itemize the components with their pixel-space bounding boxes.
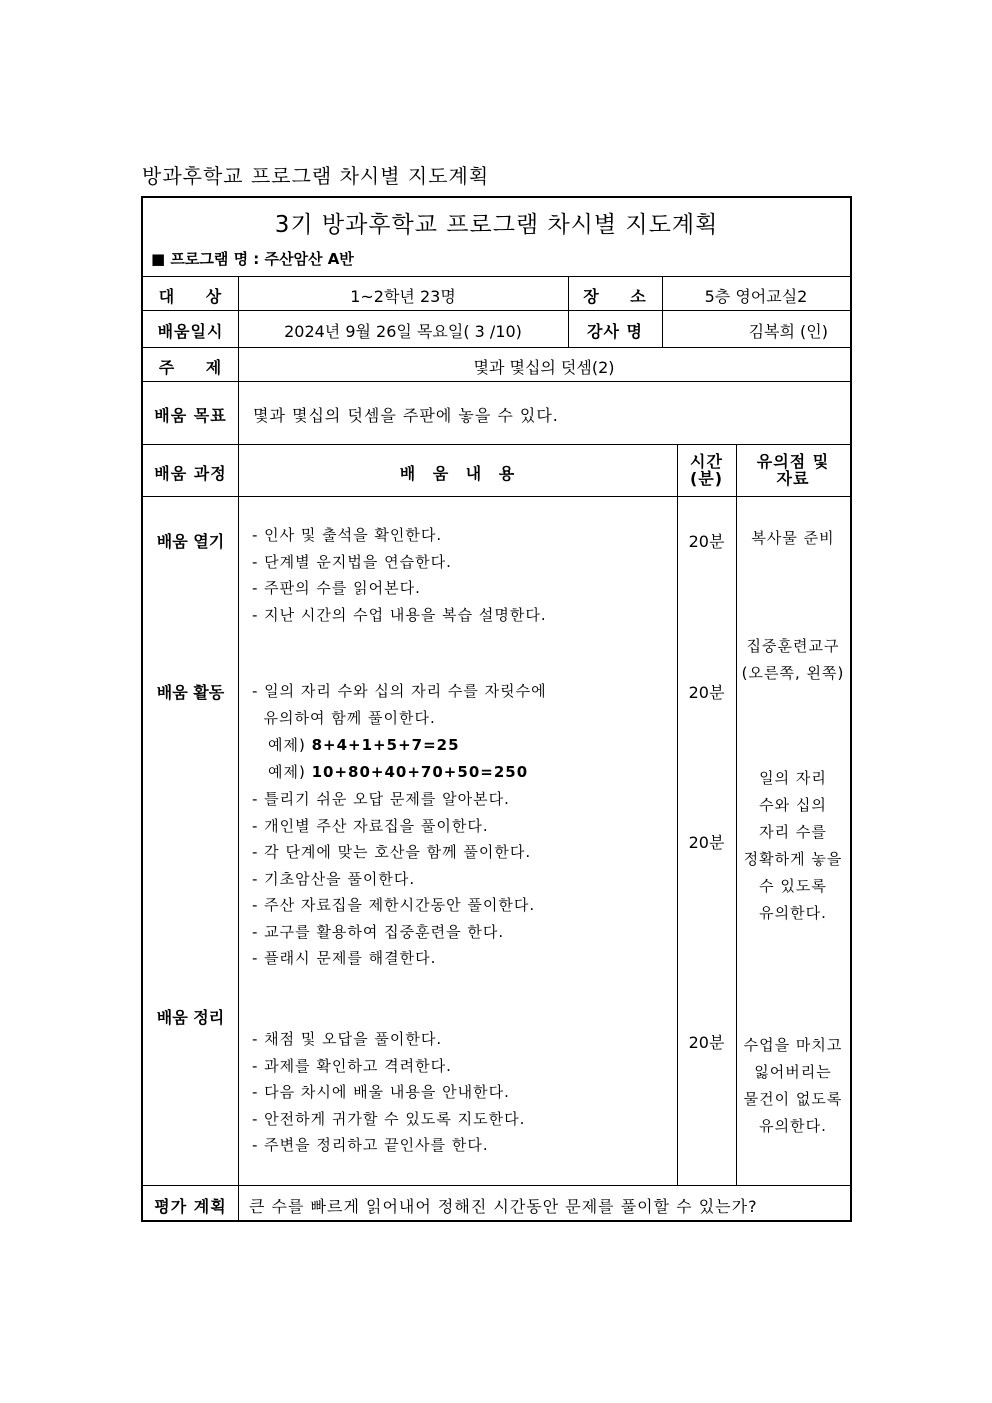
time-header xyxy=(677,453,736,487)
target-value: 1~2학년 23명 xyxy=(350,287,456,306)
example-prefix: 예제) xyxy=(268,763,312,781)
goal-value: 몇과 몇십의 덧셈을 주판에 놓을 수 있다. xyxy=(253,406,559,425)
stage-open: 배움 열기 xyxy=(156,532,225,551)
note-line: 정확하게 놓을 xyxy=(743,850,843,868)
teacher-label: 강사 명 xyxy=(587,322,643,341)
notes-header xyxy=(736,453,850,487)
note-training-tools xyxy=(736,633,850,687)
place-label: 장 소 xyxy=(583,287,647,306)
topic-value: 몇과 몇십의 덧셈(2) xyxy=(473,358,615,377)
content-area xyxy=(238,496,677,1185)
place-value: 5층 영어교실2 xyxy=(704,287,808,306)
note-line: 수업을 마치고 xyxy=(743,1036,843,1054)
content-line: - 주변을 정리하고 끝인사를 한다. xyxy=(252,1136,489,1154)
content-line: - 채점 및 오답을 풀이한다. xyxy=(252,1030,443,1048)
content-line: - 인사 및 출석을 확인한다. xyxy=(252,526,443,544)
note-copies: 복사물 준비 xyxy=(751,529,835,547)
time-header-line2: (분) xyxy=(689,469,724,488)
note-line: 유의한다. xyxy=(759,1117,827,1135)
teacher-value: 김복희 (인) xyxy=(748,322,828,341)
time-activity-1: 20분 xyxy=(688,683,725,702)
note-line: 물건이 없도록 xyxy=(743,1090,843,1108)
note-line: 일의 자리 xyxy=(759,769,827,787)
time-open: 20분 xyxy=(688,532,725,551)
content-line: - 주산 자료집을 제한시간동안 풀이한다. xyxy=(252,896,536,914)
note-line: 수 있도록 xyxy=(759,877,827,895)
topic-label: 주 제 xyxy=(158,358,223,377)
time-activity-2: 20분 xyxy=(688,833,725,852)
note-place-value xyxy=(736,765,850,927)
stage-activity: 배움 활동 xyxy=(156,683,225,702)
document-heading: 방과후학교 프로그램 차시별 지도계획 xyxy=(142,164,490,188)
process-header: 배움 과정 xyxy=(154,464,227,483)
content-line: - 주판의 수를 읽어본다. xyxy=(252,579,421,597)
content-line: - 각 단계에 맞는 호산을 함께 풀이한다. xyxy=(252,843,532,861)
note-line: (오른쪽, 왼쪽) xyxy=(741,664,845,682)
notes-header-line2: 자료 xyxy=(776,469,810,488)
content-line: - 다음 차시에 배울 내용을 안내한다. xyxy=(252,1083,510,1101)
target-label: 대 상 xyxy=(158,287,223,306)
note-belongings xyxy=(736,1032,850,1140)
evaluation-value: 큰 수를 빠르게 읽어내어 정해진 시간동안 문제를 풀이할 수 있는가? xyxy=(249,1197,758,1216)
note-line: 유의한다. xyxy=(759,904,827,922)
notes-header-line1: 유의점 및 xyxy=(756,452,830,471)
time-close: 20분 xyxy=(688,1033,725,1052)
content-line: - 단계별 운지법을 연습한다. xyxy=(252,552,452,571)
lesson-plan-grid xyxy=(141,196,852,1222)
content-line: - 개인별 주산 자료집을 풀이한다. xyxy=(252,816,489,835)
example-line xyxy=(268,761,528,782)
content-line: - 교구를 활용하여 집중훈련을 한다. xyxy=(252,922,505,941)
evaluation-label: 평가 계획 xyxy=(154,1197,227,1216)
date-value: 2024년 9월 26일 목요일( 3 /10) xyxy=(284,322,522,341)
content-line: 유의하여 함께 풀이한다. xyxy=(252,709,436,727)
note-line: 자리 수를 xyxy=(759,823,827,841)
example-equation: 8+4+1+5+7=25 xyxy=(311,736,460,754)
content-line: - 기초암산을 풀이한다. xyxy=(252,869,416,888)
content-line: - 틀리기 쉬운 오답 문제를 알아본다. xyxy=(252,790,510,808)
stage-close: 배움 정리 xyxy=(156,1008,225,1027)
content-line: - 안전하게 귀가할 수 있도록 지도한다. xyxy=(252,1109,526,1128)
date-label: 배움일시 xyxy=(157,322,224,341)
note-line: 수와 십의 xyxy=(759,796,827,814)
time-header-line1: 시간 xyxy=(690,452,723,471)
program-name: ■ 프로그램 명 : 주산암산 A반 xyxy=(151,250,354,268)
example-prefix: 예제) xyxy=(268,736,312,754)
content-line: - 일의 자리 수와 십의 자리 수를 자릿수에 xyxy=(252,682,547,700)
plan-title: 3기 방과후학교 프로그램 차시별 지도계획 xyxy=(274,212,719,238)
note-line: 집중훈련교구 xyxy=(746,637,840,655)
content-line: - 지난 시간의 수업 내용을 복습 설명한다. xyxy=(252,605,547,624)
note-line: 잃어버리는 xyxy=(754,1063,832,1081)
example-line xyxy=(268,734,460,755)
goal-label: 배움 목표 xyxy=(154,406,227,425)
content-line: - 플래시 문제를 해결한다. xyxy=(252,949,437,967)
content-line: - 과제를 확인하고 격려한다. xyxy=(252,1056,452,1075)
content-header: 배 움 내 용 xyxy=(399,464,516,483)
example-equation: 10+80+40+70+50=250 xyxy=(311,763,529,781)
